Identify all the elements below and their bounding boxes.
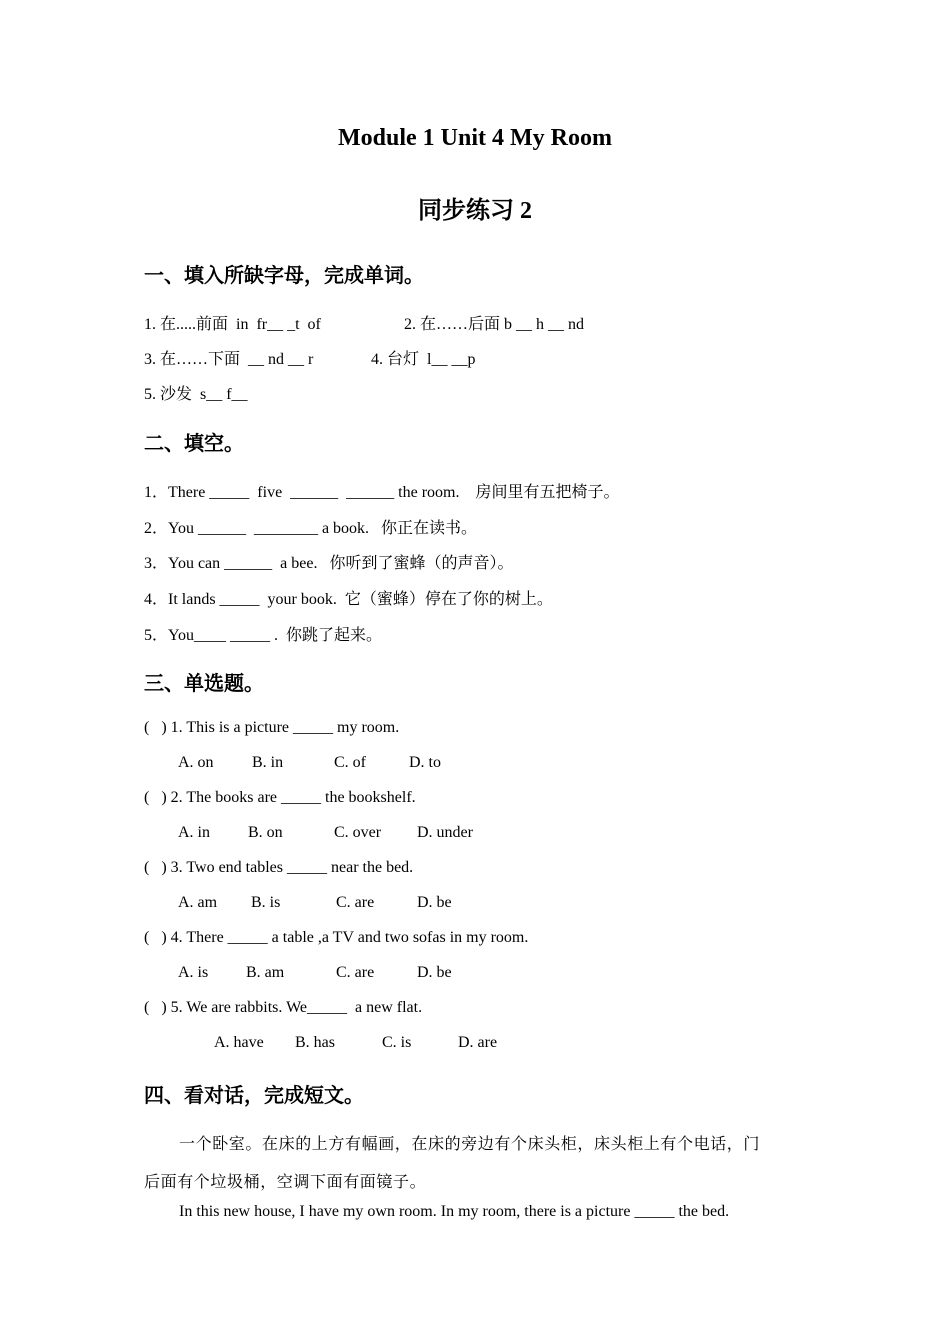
option-c: C. are xyxy=(336,964,375,981)
option-d: D. to xyxy=(409,754,441,771)
option-a: A. am xyxy=(178,894,218,911)
question-stem: ( ) 4. There _____ a table ,a TV and two sofas in my room. xyxy=(144,929,529,946)
paragraph-chinese-line-2: 后面有个垃圾桶，空调下面有面镜子。 xyxy=(144,1174,427,1191)
option-a: A. is xyxy=(178,964,209,981)
option-a: A. on xyxy=(178,754,214,771)
option-b: B. is xyxy=(251,894,281,911)
section-2-item: 4．It lands _____ your book. 它（蜜蜂）停在了你的树上。 xyxy=(144,591,553,608)
question-stem: ( ) 3. Two end tables _____ near the bed. xyxy=(144,859,414,876)
page-subtitle: 同步练习 2 xyxy=(418,198,532,224)
option-d: D. be xyxy=(417,964,452,981)
option-a: A. have xyxy=(214,1034,264,1051)
section-4-heading: 四、看对话，完成短文。 xyxy=(144,1085,364,1107)
option-c: C. over xyxy=(334,824,382,841)
question-stem: ( ) 2. The books are _____ the bookshelf. xyxy=(144,789,416,806)
option-c: C. is xyxy=(382,1034,412,1051)
section-2-item: 3．You can ______ a bee. 你听到了蜜蜂（的声音）。 xyxy=(144,555,514,572)
section-1-item: 1. 在.....前面 in fr__ _t of xyxy=(144,316,321,333)
question-stem: ( ) 1. This is a picture _____ my room. xyxy=(144,719,400,736)
option-d: D. be xyxy=(417,894,452,911)
page-title: Module 1 Unit 4 My Room xyxy=(338,125,612,151)
paragraph-chinese-line-1: 一个卧室。在床的上方有幅画，在床的旁边有个床头柜，床头柜上有个电话，门 xyxy=(179,1136,761,1153)
option-b: B. am xyxy=(246,964,285,981)
option-b: B. on xyxy=(248,824,283,841)
paragraph-english-line: In this new house, I have my own room. In my room, there is a picture _____ the bed. xyxy=(179,1203,730,1220)
section-3-heading: 三、单选题。 xyxy=(144,673,264,695)
option-c: C. are xyxy=(336,894,375,911)
section-1-item: 2. 在……后面 b __ h __ nd xyxy=(404,316,585,333)
question-stem: ( ) 5. We are rabbits. We_____ a new flat. xyxy=(144,999,423,1016)
option-a: A. in xyxy=(178,824,210,841)
section-2-item: 1．There _____ five ______ ______ the room. 房间里有五把椅子。 xyxy=(144,484,620,501)
section-1-item: 4. 台灯 l__ __p xyxy=(371,351,476,368)
section-2-item: 5．You____ _____ . 你跳了起来。 xyxy=(144,627,382,644)
section-1-item: 5. 沙发 s__ f__ xyxy=(144,386,248,403)
section-1-item: 3. 在……下面 __ nd __ r xyxy=(144,351,314,368)
option-d: D. under xyxy=(417,824,473,841)
option-d: D. are xyxy=(458,1034,498,1051)
option-c: C. of xyxy=(334,754,366,771)
section-1-heading: 一、填入所缺字母，完成单词。 xyxy=(144,265,424,287)
option-b: B. in xyxy=(252,754,284,771)
section-2-item: 2．You ______ ________ a book. 你正在读书。 xyxy=(144,520,478,537)
section-2-heading: 二、填空。 xyxy=(144,433,244,455)
option-b: B. has xyxy=(295,1034,335,1051)
